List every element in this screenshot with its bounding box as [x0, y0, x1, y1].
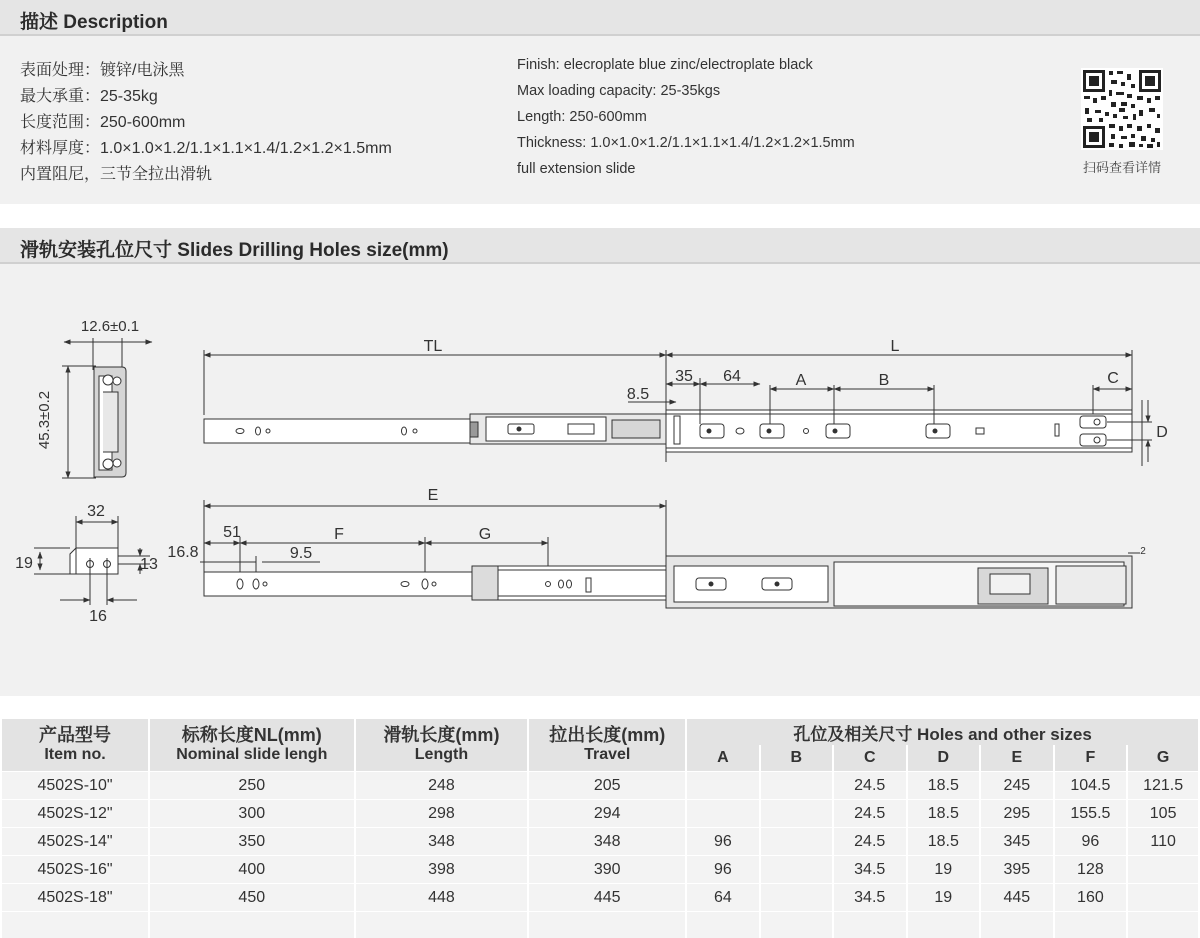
header-travel-cn: 拉出长度(mm)	[549, 725, 666, 745]
bracket-view	[34, 516, 150, 605]
spec-finish-en: Finish: elecroplate blue zinc/electroplate black	[517, 57, 813, 73]
table-body	[2, 771, 1198, 938]
dim-64-label: 64	[723, 368, 741, 385]
header-col-f: F	[1055, 745, 1127, 771]
cell-e: 445	[981, 883, 1053, 911]
cell-g: 105	[1128, 799, 1198, 827]
cell-a	[687, 799, 758, 827]
cell-length: 348	[356, 827, 528, 855]
cell-travel: 205	[529, 771, 685, 799]
cell-g: 121.5	[1128, 771, 1198, 799]
qr-code-icon[interactable]	[1081, 68, 1163, 150]
cell-item: 4502S-16"	[2, 855, 148, 883]
header-travel	[529, 719, 685, 771]
dim-32-label: 32	[87, 503, 105, 520]
drilling-title: 滑轨安装孔位尺寸 Slides Drilling Holes size(mm)	[20, 240, 449, 261]
cell-e: 345	[981, 827, 1053, 855]
dim-tl-label: TL	[423, 338, 443, 355]
cell-nominal: 250	[150, 771, 354, 799]
cell-item: 4502S-18"	[2, 883, 148, 911]
cell-g	[1128, 855, 1198, 883]
spec-length-cn: 长度范围：250-600mm	[20, 114, 186, 131]
cell-item: 4502S-10"	[2, 771, 148, 799]
cell-d: 19	[908, 883, 980, 911]
cell-travel: 294	[529, 799, 685, 827]
cell-b	[761, 827, 832, 855]
header-col-a: A	[687, 745, 758, 771]
dim-c-label: C	[1107, 370, 1119, 387]
spec-list-cn	[20, 58, 392, 188]
cell-g: 110	[1128, 827, 1198, 855]
cell-b	[761, 855, 832, 883]
dim-51-label: 51	[223, 524, 241, 541]
dim-16-label: 16	[89, 608, 107, 625]
dim-8-5-label: 8.5	[626, 386, 650, 403]
cell-c: 24.5	[834, 827, 906, 855]
cell-nominal: 400	[150, 855, 354, 883]
cell-b	[761, 883, 832, 911]
cell-d: 18.5	[908, 771, 980, 799]
cell-a	[687, 771, 758, 799]
spec-feature-cn: 内置阻尼，三节全拉出滑轨	[20, 166, 213, 183]
header-col-g: G	[1128, 745, 1198, 771]
qr-caption: 扫码查看详情	[1082, 160, 1161, 175]
header-col-e: E	[981, 745, 1053, 771]
cell-travel: 445	[529, 883, 685, 911]
cell-f: 160	[1055, 883, 1127, 911]
dim-e-label: E	[427, 487, 439, 504]
cell-c: 24.5	[834, 799, 906, 827]
cell-d: 19	[908, 855, 980, 883]
spec-load-en: Max loading capacity: 25-35kgs	[517, 83, 721, 99]
spec-load-cn: 最大承重：25-35kg	[20, 88, 158, 105]
table-row	[2, 827, 1198, 855]
dim-l-label: L	[890, 338, 900, 355]
header-col-b: B	[761, 745, 832, 771]
cell-d: 18.5	[908, 799, 980, 827]
cell-a: 96	[687, 827, 758, 855]
spec-table	[0, 719, 1200, 938]
description-title: 描述 Description	[20, 12, 168, 33]
header-item	[2, 719, 148, 771]
cell-nominal: 350	[150, 827, 354, 855]
description-header	[0, 0, 1200, 36]
cell-item: 4502S-14"	[2, 827, 148, 855]
dim-d-label: D	[1156, 424, 1168, 441]
dim-19-label: 19	[15, 555, 33, 572]
cell-a: 64	[687, 883, 758, 911]
cell-nominal: 300	[150, 799, 354, 827]
cell-length: 248	[356, 771, 528, 799]
cell-travel: 348	[529, 827, 685, 855]
cell-length: 398	[356, 855, 528, 883]
spec-thickness-en: Thickness: 1.0×1.0×1.2/1.1×1.1×1.4/1.2×1.2×1.5mm	[517, 135, 855, 151]
profile-view	[62, 338, 152, 478]
header-col-c: C	[834, 745, 906, 771]
table-row	[2, 799, 1198, 827]
cell-f: 96	[1055, 827, 1127, 855]
profile-height-label: 45.3±0.2	[36, 390, 53, 450]
cell-c: 34.5	[834, 855, 906, 883]
header-col-d: D	[908, 745, 980, 771]
header-item-cn: 产品型号	[39, 725, 111, 745]
cell-length: 448	[356, 883, 528, 911]
technical-drawing	[0, 264, 1200, 696]
dim-35-label: 35	[675, 368, 693, 385]
cell-e: 295	[981, 799, 1053, 827]
cell-a: 96	[687, 855, 758, 883]
table-row	[2, 883, 1198, 911]
dim-13-label: 13	[140, 556, 158, 573]
spec-length-en: Length: 250-600mm	[517, 109, 647, 125]
header-nominal-en: Nominal slide lengh	[176, 746, 328, 763]
profile-width-label: 12.6±0.1	[80, 318, 140, 335]
table-row	[2, 855, 1198, 883]
dim-a-label: A	[795, 372, 807, 389]
header-item-en: Item no.	[44, 746, 106, 763]
dim-9-5-label: 9.5	[289, 545, 313, 562]
drilling-header	[0, 228, 1200, 264]
header-nominal	[150, 719, 354, 771]
header-nominal-cn: 标称长度NL(mm)	[181, 725, 322, 745]
header-travel-en: Travel	[584, 746, 631, 763]
bottom-slide	[200, 500, 1140, 608]
dim-f-label: F	[334, 526, 344, 543]
cell-travel: 390	[529, 855, 685, 883]
spec-list-en	[517, 52, 855, 182]
spec-thickness-cn: 材料厚度：1.0×1.0×1.2/1.1×1.1×1.4/1.2×1.2×1.5mm	[20, 140, 392, 157]
dim-16-8-label: 16.8	[167, 544, 199, 561]
cell-f: 128	[1055, 855, 1127, 883]
cell-d: 18.5	[908, 827, 980, 855]
header-length	[356, 719, 528, 771]
cell-b	[761, 771, 832, 799]
header-holes: 孔位及相关尺寸 Holes and other sizes	[687, 719, 1198, 745]
cell-b	[761, 799, 832, 827]
cell-length: 298	[356, 799, 528, 827]
header-length-cn: 滑轨长度(mm)	[383, 725, 500, 745]
table-row	[2, 771, 1198, 799]
cell-f: 104.5	[1055, 771, 1127, 799]
cell-c: 24.5	[834, 771, 906, 799]
dim-g-label: G	[478, 526, 492, 543]
cell-g	[1128, 883, 1198, 911]
cell-e: 395	[981, 855, 1053, 883]
cell-c: 34.5	[834, 883, 906, 911]
dim-b-label: B	[878, 372, 890, 389]
cell-nominal: 450	[150, 883, 354, 911]
cell-f: 155.5	[1055, 799, 1127, 827]
header-length-en: Length	[414, 746, 469, 763]
spec-feature-en: full extension slide	[517, 161, 636, 177]
spec-finish-cn: 表面处理：镀锌/电泳黑	[20, 62, 185, 79]
cell-item: 4502S-12"	[2, 799, 148, 827]
cell-e: 245	[981, 771, 1053, 799]
dim-2-label: 2	[1140, 546, 1146, 557]
